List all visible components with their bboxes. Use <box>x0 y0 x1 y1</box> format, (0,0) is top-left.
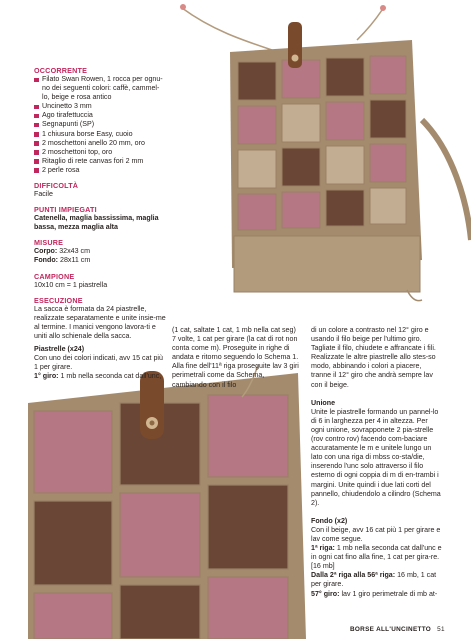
list-item: 2 perle rosa <box>34 166 166 175</box>
bag-photo-bottom <box>28 365 306 639</box>
row2-text: 16 mb, 1 cat per girare. <box>311 571 437 589</box>
sample-value: 10x10 cm = 1 piastrella <box>34 280 108 289</box>
difficulty-heading: DIFFICOLTÀ <box>34 181 79 191</box>
bag-illustration-bottom <box>28 365 306 639</box>
execution-heading: ESECUZIONE <box>34 295 83 305</box>
measure-body-label: Corpo: <box>34 247 58 256</box>
stitches-value: Catenella, maglia bassissima, maglia bassa, mezza maglia alta <box>34 214 159 232</box>
list-item: Ago tirafettuccia <box>34 111 166 120</box>
page-footer <box>350 626 445 633</box>
list-item: Ritaglio di rete canvas fori 2 mm <box>34 157 166 166</box>
row57-label: 57° giro: <box>311 589 340 598</box>
row1-text: 1 mb nella seconda cat dall'unc e in ogni cat fino alla fine, 1 cat per gira-re. [16 mb] <box>311 544 442 571</box>
tiles-text: Con uno dei colori indicati, avv 15 cat più 1 per girare. <box>34 354 163 372</box>
list-item: Segnapunti (SP) <box>34 120 166 129</box>
left-margin <box>0 0 28 639</box>
row57-text: lav 1 giro perimetrale di mb at- <box>341 589 438 598</box>
tiles-title: Piastrelle (x24) <box>34 344 85 353</box>
materials-list <box>34 75 166 175</box>
col2-text: (1 cat, saltate 1 cat, 1 mb nella cat seg) 7 volte, 1 cat per girare (la cat di rot non conta come m). Proseguite in righe di andata e ritorno seguendo lo Schema 1. Alla fine dell'11ª riga proseguite lav 3 giri perimetrali come da Schema, cambiando con il filo <box>172 326 299 389</box>
measure-bottom-label: Fondo: <box>34 256 59 265</box>
list-item: Filato Swan Rowen, 1 rocca per ognu-no dei seguenti colori: caffè, cammel-lo, beige e rosa antico <box>34 75 166 102</box>
union-text: Unite le piastrelle formando un pannel-lo di 6 in larghezza per 4 in altezza. Per ogni unione, sovrapponete 2 pia-strelle (rov contro rov) facendo com-baciare accuratamente le m e unitele lungo un lato con una riga di mbss co-sta/die, inserendo l'unc solo attraverso il filo esterno di ogni coppia di m di en-trambi i margini. Unite quindi i due lati corti del pannello, chiudendolo a cilindro (Schema 2). <box>311 407 441 507</box>
list-item: 1 chiusura borse Easy, cuoio <box>34 130 166 139</box>
measure-bottom-value: 28x11 cm <box>60 256 91 265</box>
round1-text: 1 mb nella seconda cat dall'unc, <box>60 372 162 381</box>
list-item: 2 moschettoni anello 20 mm, oro <box>34 139 166 148</box>
page-number: 51 <box>437 626 445 633</box>
bag-illustration-top <box>172 0 471 310</box>
col3-text: di un colore a contrasto nel 12° giro e usando il filo beige per l'ultimo giro. Tagliate il filo, chiudete e affrancate i fili. Realizzate le altre piastrelle allo stes-so modo, abbinando i colori a piacere, tranne il 12° giro che andrà sempre lav con il beige. <box>311 326 436 389</box>
sample-heading: CAMPIONE <box>34 271 75 281</box>
list-item: Uncinetto 3 mm <box>34 102 166 111</box>
row2-label: Dalla 2ª riga alla 56ª riga: <box>311 571 396 580</box>
bottom-heading: Fondo (x2) <box>311 516 348 525</box>
round1-label: 1° giro: <box>34 372 59 381</box>
list-item: 2 moschettoni top, oro <box>34 148 166 157</box>
difficulty-value: Facile <box>34 190 53 199</box>
union-heading: Unione <box>311 398 336 407</box>
bag-photo-top <box>172 0 471 310</box>
row1-label: 1ª riga: <box>311 544 335 553</box>
measure-body-value: 32x43 cm <box>59 247 90 256</box>
bottom-intro: Con il beige, avv 16 cat più 1 per girare e lav come segue. <box>311 525 441 543</box>
materials-heading: OCCORRENTE <box>34 66 88 75</box>
stitches-heading: PUNTI IMPIEGATI <box>34 205 97 215</box>
measures-heading: MISURE <box>34 238 64 248</box>
execution-intro: La sacca è formata da 24 piastrelle, realizzate separatamente e unite insie-me al termine. I manici vengono lavora-ti e uniti allo schienale della sacca. <box>34 304 166 340</box>
footer-section: BORSE ALL'UNCINETTO <box>350 626 432 633</box>
